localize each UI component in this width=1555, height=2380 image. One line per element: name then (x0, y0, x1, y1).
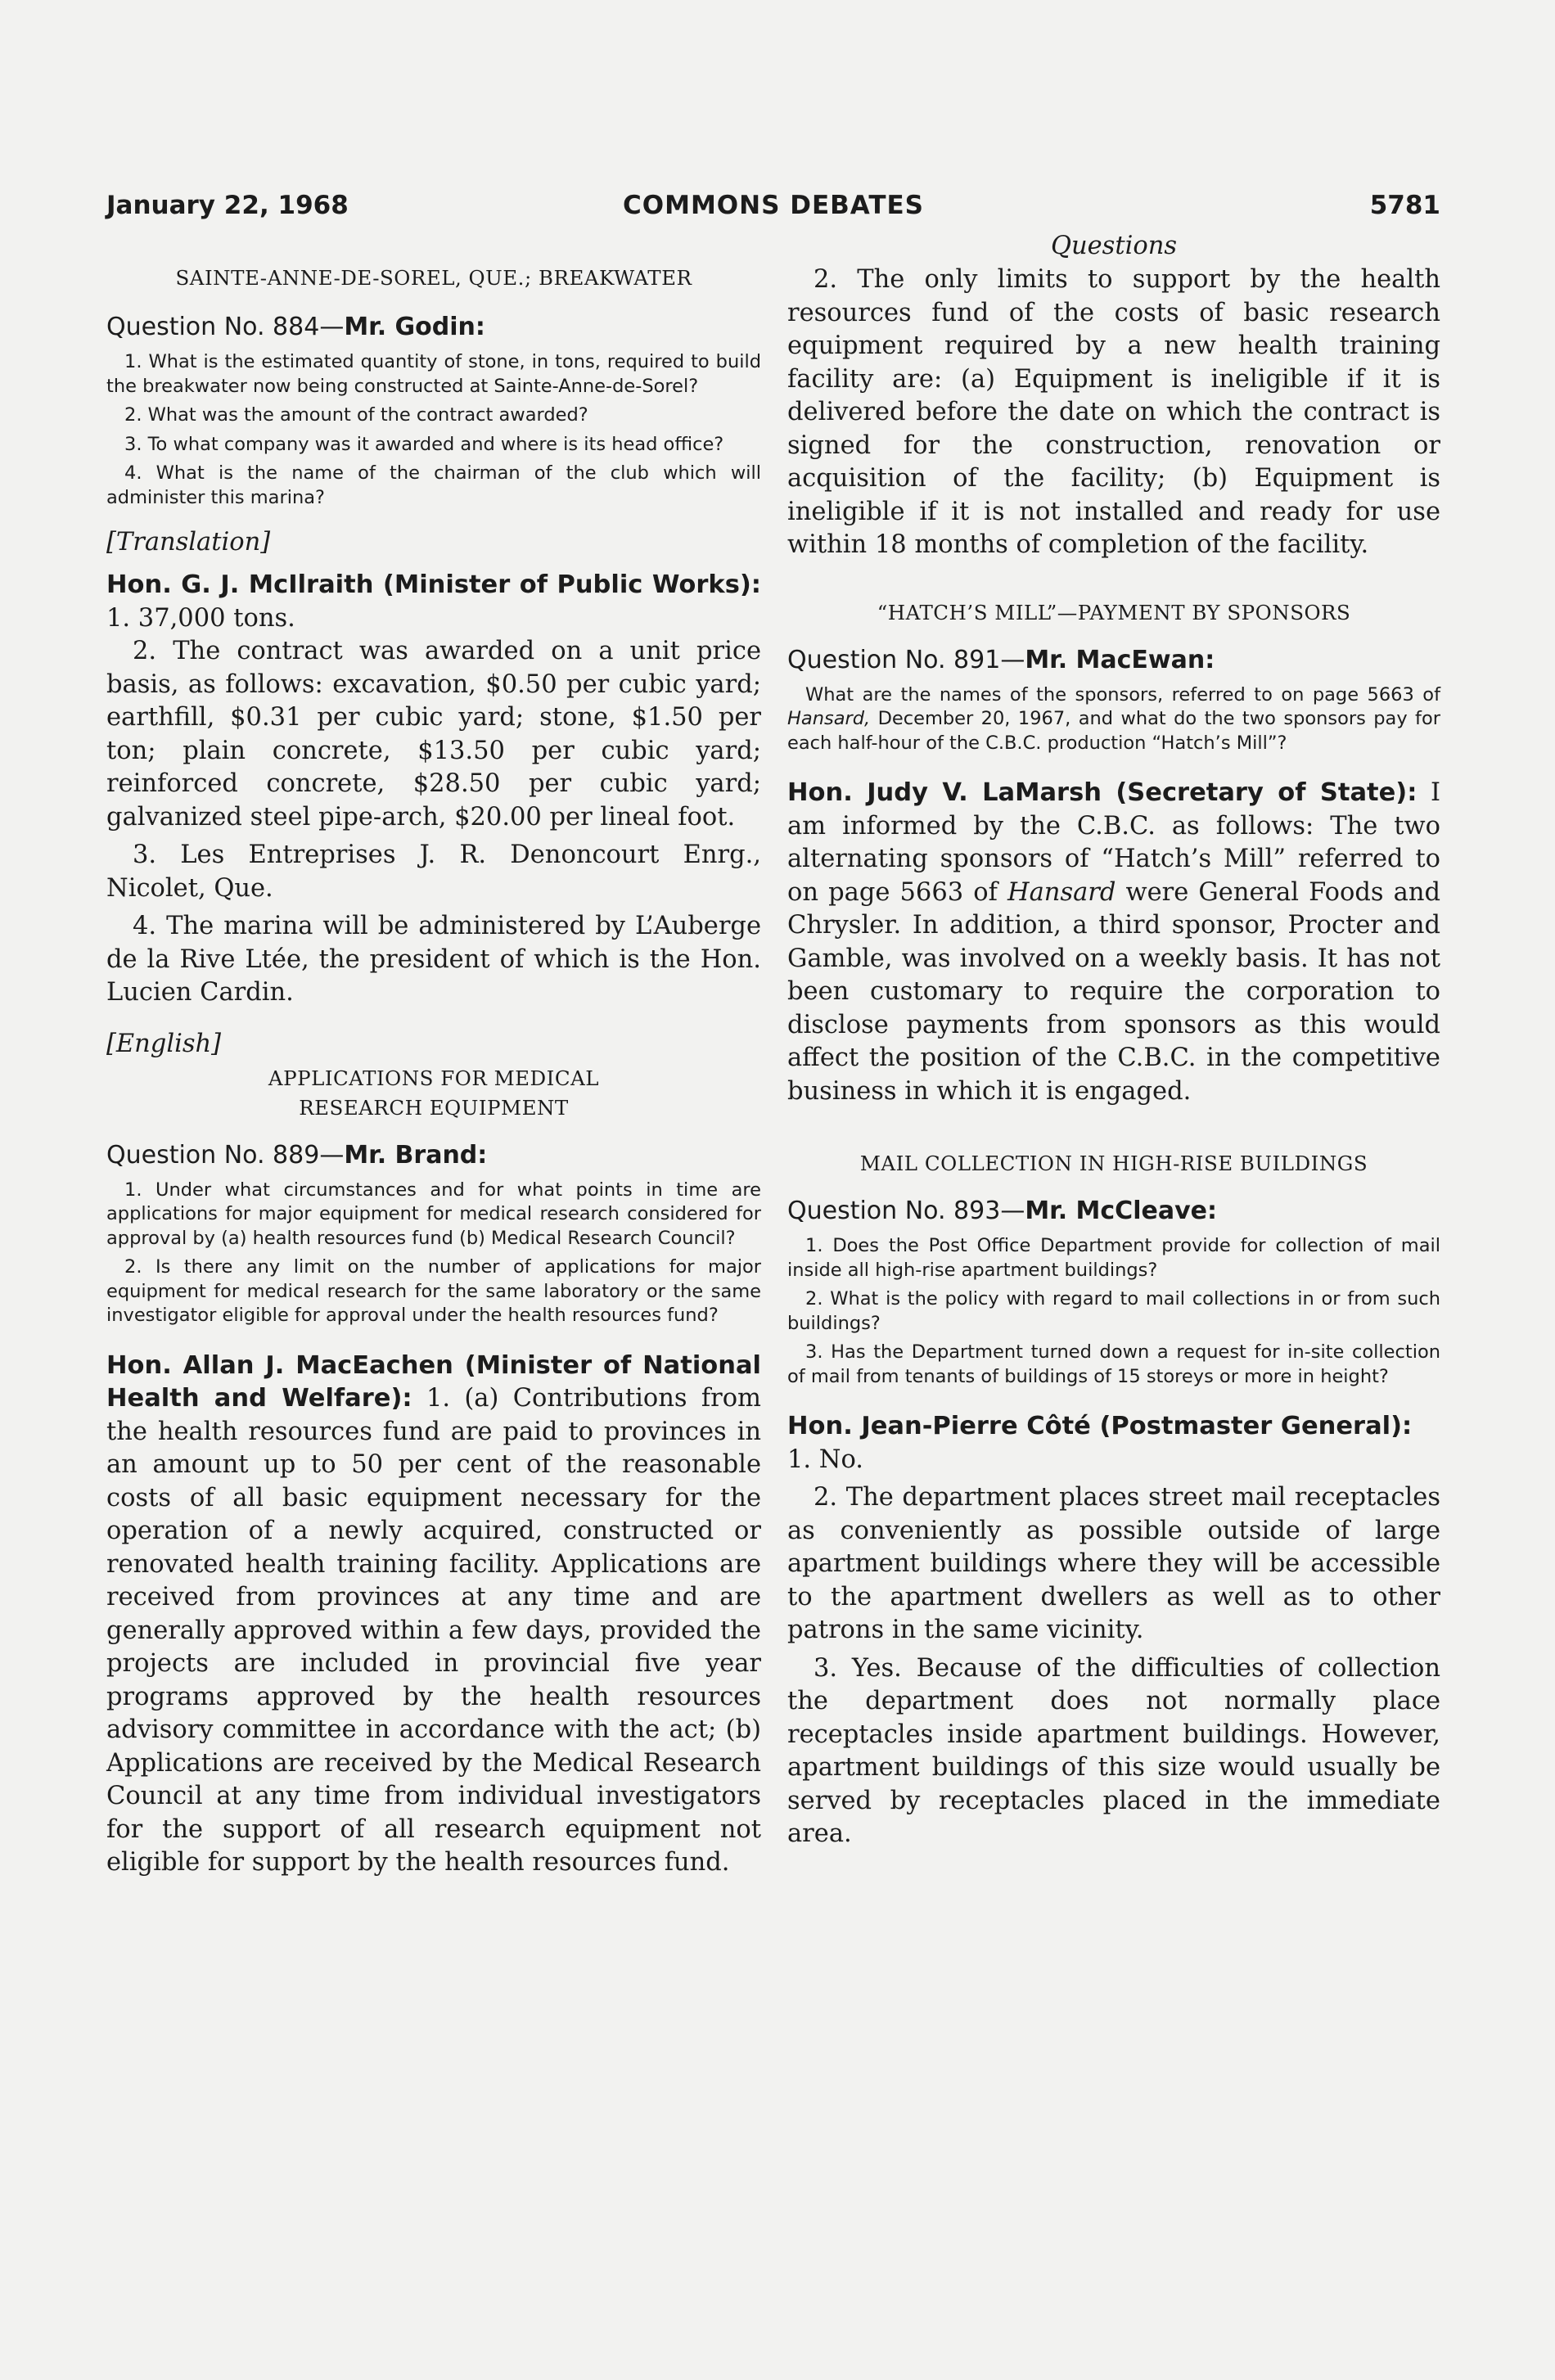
speaker-name: Hon. Jean-Pierre Côté (Postmaster General): (787, 1412, 1413, 1440)
answer-text: were General Foods and Chrysler. In addition, a third sponsor, Procter and Gamble, was involved on a weekly basis. It has not been customary to require the corporation to disclose payments from sponsors as this would affect the position of the C.B.C. in the competitive business in which it is engaged. (787, 877, 1440, 1106)
header-date: January 22, 1968 (106, 191, 349, 220)
section-title-mail-collection: MAIL COLLECTION IN HIGH-RISE BUILDINGS (859, 1152, 1368, 1175)
speaker-name: Hon. Judy V. LaMarsh (Secretary of State): (787, 778, 1418, 807)
question-label: Question No. 893— (787, 1197, 1025, 1225)
answer-889-part1 (106, 1350, 761, 1880)
section-title-medical-line2: RESEARCH EQUIPMENT (299, 1095, 569, 1120)
answer-text: 1. 37,000 tons. (106, 603, 295, 633)
question-text: December 20, 1967, and what do the two sponsors pay for each half-hour of the C.B.C. production “Hatch’s Mill”? (787, 708, 1440, 754)
hansard-title: Hansard (1007, 877, 1116, 907)
section-title-breakwater: SAINTE-ANNE-DE-SOREL, QUE.; BREAKWATER (175, 266, 692, 290)
answer-889-part2: 2. The only limits to support by the health resources fund of the costs of basic research equipment required by a new health training facility are: (a) Equipment is ineligible if it is delivered before the date on which the contract is signed for the construction, renovation or acquisition of the facility; (b) Equipment is ineligible if it is not installed and ready for use within 18 months of completion of the facility. (787, 265, 1440, 559)
section-title-medical-line1: APPLICATIONS FOR MEDICAL (268, 1066, 600, 1090)
answer-893-speaker (787, 1410, 1440, 1444)
question-item: 3. Has the Department turned down a request for in-site collection of mail from tenants of buildings of 15 storeys or more in height? (787, 1341, 1440, 1387)
question-884-items (106, 350, 761, 510)
left-column (106, 231, 761, 1880)
hansard-title: Hansard, (787, 708, 871, 729)
answer-text: I am informed by the C.B.C. as follows: The two alternating sponsors of “Hatch’s Mill” referred to on page 5663 of (787, 778, 1440, 907)
english-marker: [English] (106, 1029, 222, 1058)
question-item: 1. Under what circumstances and for what points in time are applications for major equipment for medical research considered for approval by (a) health resources fund (b) Medical Research Council? (106, 1179, 761, 1249)
answer-text: 1. (a) Contributions from the health resources fund are paid to provinces in an amount up to 50 per cent of the reasonable costs of all basic equipment necessary for the operation of a newly acquired, constructed or renovated health training facility. Applications are received from provinces at any time and are generally approved within a few days, provided the projects are included in provincial five year programs approved by the health resources advisory committee in accordance with the act; (b) Applications are received by the Medical Research Council at any time from individual investigators for the support of all research equipment not eligible for support by the health resources fund. (106, 1384, 761, 1877)
right-column (787, 231, 1440, 1851)
header-page-number: 5781 (1369, 191, 1440, 220)
question-label: Question No. 884— (106, 313, 345, 341)
question-889-items (106, 1179, 761, 1328)
question-item: 2. What was the amount of the contract awarded? (124, 404, 588, 426)
question-item: 2. Is there any limit on the number of applications for major equipment for medical research for the same laboratory or the same investigator eligible for approval under the health resources fund? (106, 1256, 761, 1326)
header-title: COMMONS DEBATES (623, 191, 924, 220)
question-item: 3. To what company was it awarded and where is its head office? (124, 433, 724, 455)
question-item: 1. What is the estimated quantity of stone, in tons, required to build the breakwater now being constructed at Sainte-Anne-de-Sorel? (106, 351, 761, 397)
question-text: What are the names of the sponsors, referred to on page 5663 of (805, 683, 1440, 705)
answer-884-part1 (106, 569, 761, 635)
answer-893-part3: 3. Yes. Because of the difficulties of collection the department does not normally place receptacles inside apartment buildings. However, apartment buildings of this size would usually be served by receptacles placed in the immediate area. (787, 1653, 1440, 1848)
speaker-name: Hon. G. J. McIlraith (Minister of Public Works): (106, 570, 761, 599)
translation-marker: [Translation] (106, 528, 271, 557)
question-member: Mr. MacEwan: (1025, 645, 1215, 674)
answer-884-part3: 3. Les Entreprises J. R. Denoncourt Enrg., Nicolet, Que. (106, 841, 761, 903)
answer-893-part2: 2. The department places street mail receptacles as conveniently as possible outside of large apartment buildings where they will be accessible to the apartment dwellers as well as to other patrons in the same vicinity. (787, 1483, 1440, 1644)
question-item: 1. Does the Post Office Department provide for collection of mail inside all high-rise apartment buildings? (787, 1235, 1440, 1281)
question-member: Mr. Brand: (344, 1140, 488, 1170)
answer-884-part4: 4. The marina will be administered by L’Auberge de la Rive Ltée, the president of which is the Hon. Lucien Cardin. (106, 912, 761, 1007)
running-header (106, 191, 1440, 227)
question-label: Question No. 891— (787, 645, 1025, 674)
answer-893-part1: 1. No. (787, 1445, 864, 1474)
question-891-heading (787, 644, 1440, 677)
section-title-hatchs-mill: “HATCH’S MILL”—PAYMENT BY SPONSORS (877, 600, 1351, 624)
question-884-heading (106, 311, 761, 344)
question-889-heading (106, 1139, 761, 1172)
question-label: Question No. 889— (106, 1140, 345, 1170)
question-891-item (787, 683, 1440, 756)
answer-891 (787, 777, 1440, 1108)
question-member: Mr. McCleave: (1025, 1197, 1217, 1225)
question-item: 2. What is the policy with regard to mail collections in or from such buildings? (787, 1288, 1440, 1334)
question-893-items (787, 1234, 1440, 1389)
speaker-name: Hon. Allan J. MacEachen (Minister of National Health and Welfare): (106, 1350, 761, 1413)
question-893-heading (787, 1195, 1440, 1228)
answer-884-part2: 2. The contract was awarded on a unit price basis, as follows: excavation, $0.50 per cubic yard; earthfill, $0.31 per cubic yard; stone, $1.50 per ton; plain concrete, $13.50 per cubic yard; reinforced concrete, $28.50 per cubic yard; galvanized steel pipe-arch, $20.00 per lineal foot. (106, 637, 761, 832)
continued-heading: Questions (1050, 232, 1178, 260)
question-member: Mr. Godin: (344, 313, 485, 341)
question-item: 4. What is the name of the chairman of the club which will administer this marina? (106, 462, 761, 508)
